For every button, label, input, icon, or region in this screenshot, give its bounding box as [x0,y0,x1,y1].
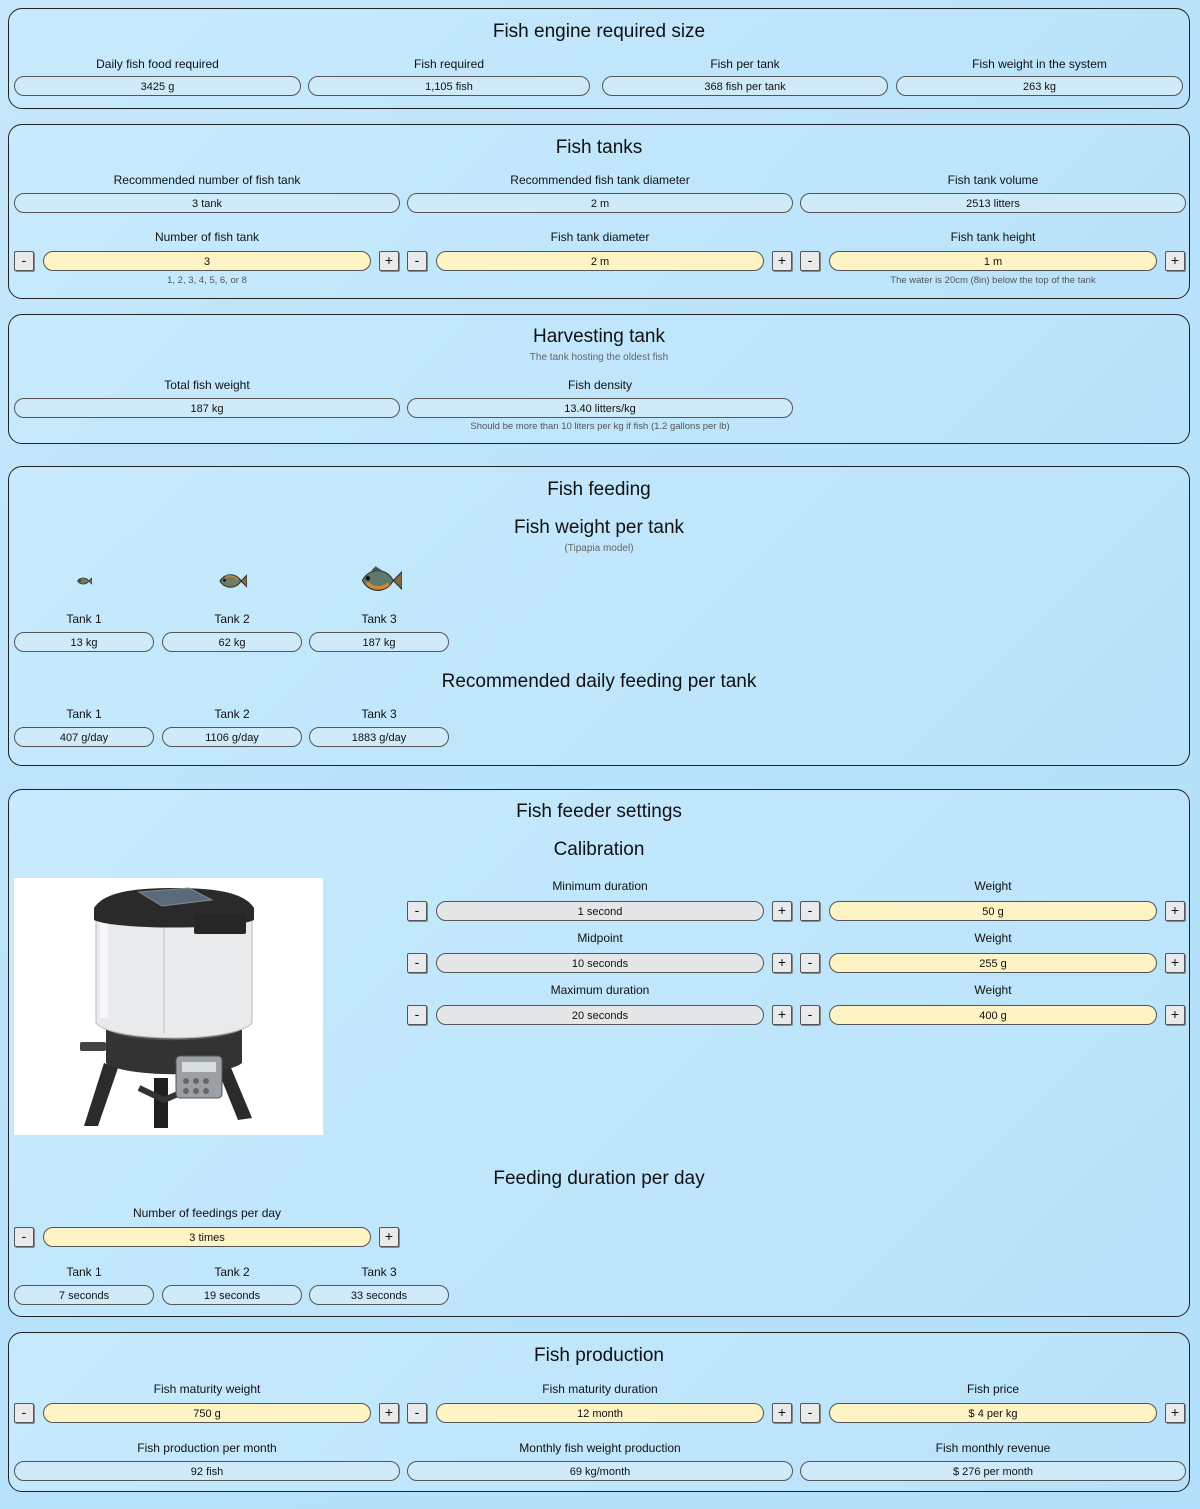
daily-food-value: 3425 g [14,76,301,96]
maturity-duration-input[interactable]: 12 month [436,1403,764,1423]
harvest-title: Harvesting tank [532,326,665,347]
fish-price-label: Fish price [966,1382,1019,1396]
maturity-weight-minus-button[interactable]: - [14,1403,34,1423]
feeder-title: Fish feeder settings [516,801,682,822]
rec-tank-count-value: 3 tank [14,193,400,213]
tank-volume-label: Fish tank volume [947,173,1039,187]
harvest-subtitle: The tank hosting the oldest fish [529,352,669,363]
min-duration-minus-button[interactable]: - [407,901,427,921]
tank-height-minus-button[interactable]: - [800,251,820,271]
tanks-title: Fish tanks [555,137,643,158]
weight-tank2-label: Tank 2 [214,612,250,626]
monthly-revenue-value: $ 276 per month [800,1461,1186,1481]
feedings-per-day-input[interactable]: 3 times [43,1227,371,1247]
calibration-title: Calibration [553,839,645,860]
max-weight-minus-button[interactable]: - [800,1005,820,1025]
rec-tank-diameter-value: 2 m [407,193,793,213]
mid-weight-label: Weight [974,931,1012,945]
engine-section [8,8,1190,109]
min-weight-input[interactable]: 50 g [829,901,1157,921]
midpoint-minus-button[interactable]: - [407,953,427,973]
fish-required-value: 1,105 fish [308,76,590,96]
total-fish-weight-label: Total fish weight [164,378,250,392]
duration-tank2-label: Tank 2 [214,1265,250,1279]
fish-price-plus-button[interactable]: + [1165,1403,1185,1423]
harvest-section [8,314,1190,444]
fish-weight-system-label: Fish weight in the system [972,57,1107,71]
tank-diameter-input[interactable]: 2 m [436,251,764,271]
max-weight-input[interactable]: 400 g [829,1005,1157,1025]
duration-tank1-value: 7 seconds [14,1285,154,1305]
fish-weight-subtitle: (Tipapia model) [564,543,634,554]
tank-height-label: Fish tank height [950,230,1036,244]
min-duration-input[interactable]: 1 second [436,901,764,921]
monthly-weight-value: 69 kg/month [407,1461,793,1481]
fish-weight-title: Fish weight per tank [513,517,685,538]
min-duration-label: Minimum duration [552,879,648,893]
weight-tank2-value: 62 kg [162,632,302,652]
production-section [8,1332,1190,1492]
tank-height-plus-button[interactable]: + [1165,251,1185,271]
tank-height-input[interactable]: 1 m [829,251,1157,271]
maturity-weight-plus-button[interactable]: + [379,1403,399,1423]
feed-tank1-label: Tank 1 [66,707,102,721]
weight-tank3-label: Tank 3 [361,612,397,626]
feed-tank3-label: Tank 3 [361,707,397,721]
min-weight-minus-button[interactable]: - [800,901,820,921]
midpoint-input[interactable]: 10 seconds [436,953,764,973]
tank-count-input[interactable]: 3 [43,251,371,271]
feeding-title: Fish feeding [547,479,651,500]
weight-tank1-label: Tank 1 [66,612,102,626]
max-duration-plus-button[interactable]: + [772,1005,792,1025]
duration-tank3-label: Tank 3 [361,1265,397,1279]
fish-price-input[interactable]: $ 4 per kg [829,1403,1157,1423]
fish-density-note: Should be more than 10 liters per kg if fish (1.2 gallons per lb) [470,421,730,432]
feedings-minus-button[interactable]: - [14,1227,34,1247]
rec-tank-count-label: Recommended number of fish tank [113,173,301,187]
midpoint-plus-button[interactable]: + [772,953,792,973]
fish-weight-system-value: 263 kg [896,76,1183,96]
feed-tank2-label: Tank 2 [214,707,250,721]
tank-height-note: The water is 20cm (8in) below the top of the tank [890,275,1096,286]
feedings-plus-button[interactable]: + [379,1227,399,1247]
monthly-weight-label: Monthly fish weight production [519,1441,681,1455]
tank-count-label: Number of fish tank [154,230,260,244]
max-duration-minus-button[interactable]: - [407,1005,427,1025]
mid-weight-input[interactable]: 255 g [829,953,1157,973]
daily-feeding-title: Recommended daily feeding per tank [441,671,757,692]
feeder-section [8,789,1190,1317]
feeding-duration-title: Feeding duration per day [493,1168,705,1189]
fish-density-label: Fish density [567,378,633,392]
duration-tank1-label: Tank 1 [66,1265,102,1279]
tanks-section [8,124,1190,299]
tank-diameter-minus-button[interactable]: - [407,251,427,271]
mid-weight-minus-button[interactable]: - [800,953,820,973]
feedings-per-day-label: Number of feedings per day [132,1206,282,1220]
tank-count-note: 1, 2, 3, 4, 5, 6, or 8 [167,275,247,286]
feeding-section [8,466,1190,766]
fish-price-minus-button[interactable]: - [800,1403,820,1423]
production-title: Fish production [534,1345,664,1366]
duration-tank2-value: 19 seconds [162,1285,302,1305]
maturity-duration-label: Fish maturity duration [542,1382,658,1396]
total-fish-weight-value: 187 kg [14,398,400,418]
feed-tank2-value: 1106 g/day [162,727,302,747]
tank-diameter-label: Fish tank diameter [550,230,650,244]
duration-tank3-value: 33 seconds [309,1285,449,1305]
daily-food-label: Daily fish food required [96,57,219,71]
mid-weight-plus-button[interactable]: + [1165,953,1185,973]
fish-medium-icon [217,571,247,591]
midpoint-label: Midpoint [577,931,623,945]
feed-tank1-value: 407 g/day [14,727,154,747]
rec-tank-diameter-label: Recommended fish tank diameter [510,173,690,187]
weight-tank1-value: 13 kg [14,632,154,652]
maturity-duration-minus-button[interactable]: - [407,1403,427,1423]
min-weight-plus-button[interactable]: + [1165,901,1185,921]
maturity-weight-input[interactable]: 750 g [43,1403,371,1423]
tank-count-minus-button[interactable]: - [14,251,34,271]
feeder-image [14,878,323,1135]
fish-large-icon [358,566,402,595]
fish-required-label: Fish required [413,57,485,71]
production-per-month-value: 92 fish [14,1461,400,1481]
tank-diameter-plus-button[interactable]: + [772,251,792,271]
fish-per-tank-label: Fish per tank [710,57,780,71]
fish-per-tank-value: 368 fish per tank [602,76,888,96]
fish-small-icon [76,576,92,586]
max-weight-label: Weight [974,983,1012,997]
tank-count-plus-button[interactable]: + [379,251,399,271]
max-duration-input[interactable]: 20 seconds [436,1005,764,1025]
engine-title: Fish engine required size [492,21,706,42]
fish-density-value: 13.40 litters/kg [407,398,793,418]
tank-volume-value: 2513 litters [800,193,1186,213]
maturity-weight-label: Fish maturity weight [153,1382,261,1396]
feed-tank3-value: 1883 g/day [309,727,449,747]
production-per-month-label: Fish production per month [137,1441,277,1455]
max-duration-label: Maximum duration [550,983,650,997]
maturity-duration-plus-button[interactable]: + [772,1403,792,1423]
min-weight-label: Weight [974,879,1012,893]
monthly-revenue-label: Fish monthly revenue [935,1441,1051,1455]
weight-tank3-value: 187 kg [309,632,449,652]
max-weight-plus-button[interactable]: + [1165,1005,1185,1025]
min-duration-plus-button[interactable]: + [772,901,792,921]
